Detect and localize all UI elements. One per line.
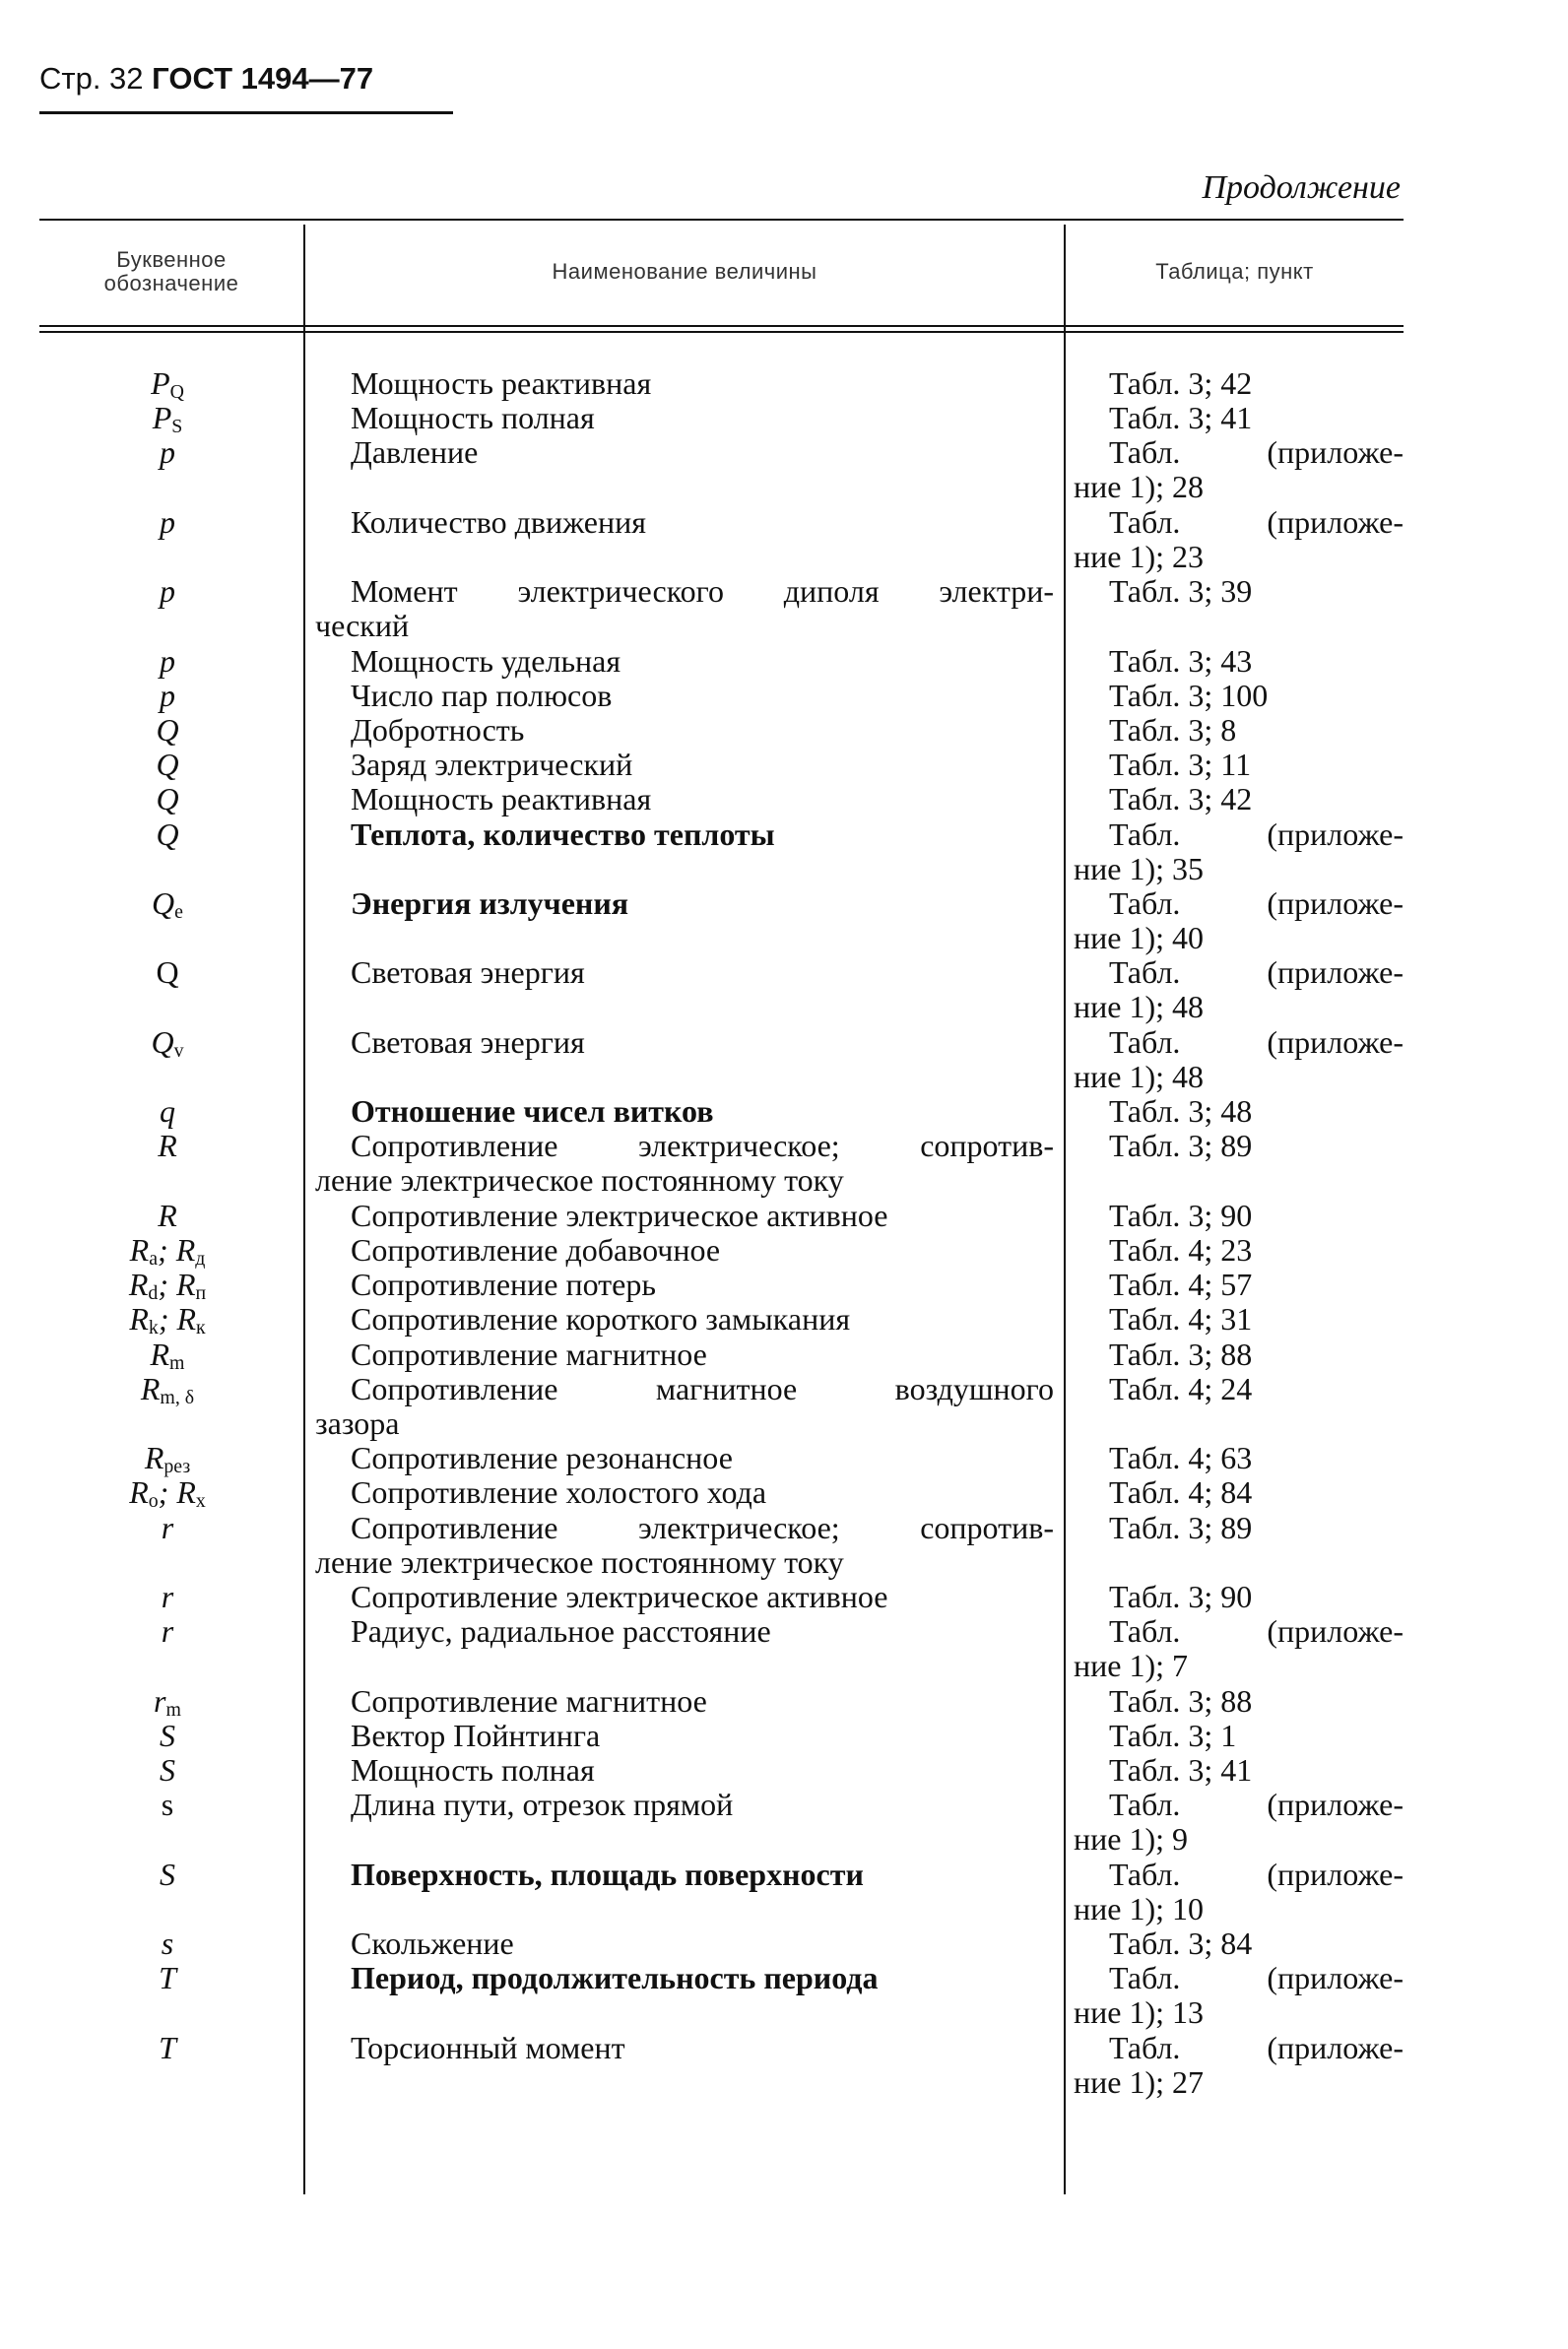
symbol-cell: s bbox=[161, 1787, 174, 1823]
table-reference-cell bbox=[1074, 401, 1404, 435]
table-reference-line: Табл. 4; 63 bbox=[1109, 1440, 1253, 1476]
symbol-cell: $Q_v$ bbox=[151, 1023, 184, 1062]
symbol-cell: $R_{рез}$ bbox=[144, 1440, 191, 1478]
quantity-name-line: Световая энергия bbox=[351, 1023, 585, 1060]
quantity-name-line: ление электрическое постоянному току bbox=[315, 1162, 844, 1199]
table-reference-line: ние 1); 7 bbox=[1074, 1648, 1188, 1684]
symbol-cell: Q bbox=[156, 816, 179, 852]
quantity-name-line: Сопротивление потерь bbox=[351, 1267, 656, 1303]
quantity-name-line: Число пар полюсов bbox=[351, 677, 613, 713]
standard-number: ГОСТ 1494—77 bbox=[152, 61, 374, 96]
symbol-cell: $R_a$; $R_д$ bbox=[129, 1232, 206, 1270]
table-reference-cell bbox=[1074, 1129, 1404, 1163]
column-header-ref: Таблица; пункт bbox=[1155, 259, 1314, 284]
table-top-rule bbox=[39, 219, 1404, 221]
symbol-cell: $R_k$; $R_к$ bbox=[129, 1301, 206, 1339]
symbol-cell: S bbox=[160, 1752, 175, 1788]
quantity-name-cell bbox=[315, 886, 1054, 921]
table-reference-cell bbox=[1074, 366, 1404, 401]
table-reference-cell bbox=[1074, 1475, 1404, 1510]
quantity-name-line: Сопротивление электрическое; сопротив- bbox=[351, 1509, 1054, 1545]
column-header-symbol-line2: обозначение bbox=[103, 271, 239, 295]
table-reference-line: ние 1); 27 bbox=[1074, 2063, 1204, 2100]
table-reference-line: ние 1); 23 bbox=[1074, 538, 1204, 574]
quantity-name-cell bbox=[315, 401, 1054, 435]
table-reference-line: ние 1); 13 bbox=[1074, 1994, 1204, 2031]
table-reference-line: Табл. 3; 48 bbox=[1109, 1093, 1253, 1130]
table-reference-line: ние 1); 35 bbox=[1074, 850, 1204, 886]
quantity-name-line: Сопротивление короткого замыкания bbox=[351, 1301, 851, 1338]
table-reference-line: Табл. 3; 1 bbox=[1109, 1717, 1237, 1753]
table-reference-line: Табл. 3; 84 bbox=[1109, 1925, 1253, 1961]
table-reference-line: ние 1); 28 bbox=[1074, 469, 1204, 505]
table-reference-line: Табл. 3; 41 bbox=[1109, 400, 1253, 436]
quantity-name-cell bbox=[315, 817, 1054, 852]
table-reference-cell bbox=[1074, 748, 1404, 782]
symbol-cell: p bbox=[160, 503, 175, 540]
quantity-name-cell bbox=[315, 1961, 1054, 1995]
quantity-name-line: Отношение чисел витков bbox=[351, 1093, 714, 1130]
table-reference-line: Табл. 3; 8 bbox=[1109, 712, 1237, 748]
table-reference-cell bbox=[1074, 1684, 1404, 1719]
table-reference-line: Табл. 3; 41 bbox=[1109, 1752, 1253, 1788]
quantity-name-cell bbox=[315, 435, 1054, 470]
quantity-name-line: Световая энергия bbox=[351, 954, 585, 991]
table-reference-cell bbox=[1074, 1926, 1404, 1961]
header-bottom-rule-1 bbox=[39, 325, 1404, 327]
quantity-name-line: Торсионный момент bbox=[351, 2029, 625, 2065]
table-reference-line: Табл. 4; 24 bbox=[1109, 1370, 1253, 1406]
table-reference-cell bbox=[1074, 1025, 1404, 1094]
table-reference-cell bbox=[1074, 782, 1404, 816]
quantity-name-cell bbox=[315, 679, 1054, 713]
symbol-cell: $R_{m, \delta}$ bbox=[140, 1370, 195, 1408]
quantity-name-line: Мощность полная bbox=[351, 1752, 595, 1788]
table-reference-line: Табл. (приложе- bbox=[1109, 1856, 1404, 1892]
quantity-name-line: Мощность реактивная bbox=[351, 781, 652, 817]
table-reference-cell bbox=[1074, 1094, 1404, 1129]
quantity-name-cell bbox=[315, 1233, 1054, 1268]
quantity-name-line: ление электрическое постоянному току bbox=[315, 1543, 844, 1580]
table-reference-line: Табл. 4; 57 bbox=[1109, 1267, 1253, 1303]
table-reference-line: Табл. 3; 42 bbox=[1109, 365, 1253, 401]
quantity-name-cell bbox=[315, 1788, 1054, 1822]
quantity-name-cell bbox=[315, 1129, 1054, 1198]
table-reference-cell bbox=[1074, 2031, 1404, 2100]
symbol-cell: $r_m$ bbox=[154, 1682, 181, 1721]
symbol-cell: T bbox=[159, 2029, 176, 2065]
table-reference-line: Табл. (приложе- bbox=[1109, 1960, 1404, 1996]
quantity-name-line: Сопротивление добавочное bbox=[351, 1232, 721, 1268]
quantity-name-line: зазора bbox=[315, 1404, 400, 1441]
quantity-name-line: Поверхность, площадь поверхности bbox=[351, 1856, 864, 1892]
quantity-name-cell bbox=[315, 1719, 1054, 1753]
table-reference-line: Табл. 3; 42 bbox=[1109, 781, 1253, 817]
symbol-cell: Q bbox=[156, 954, 179, 991]
column-divider-2 bbox=[1064, 225, 1066, 2194]
symbol-cell: Q bbox=[156, 781, 179, 817]
table-reference-line: Табл. 3; 88 bbox=[1109, 1336, 1253, 1372]
symbol-cell: q bbox=[160, 1093, 175, 1130]
table-reference-cell bbox=[1074, 713, 1404, 748]
quantity-name-cell bbox=[315, 748, 1054, 782]
table-reference-line: Табл. (приложе- bbox=[1109, 1613, 1404, 1650]
quantity-name-line: Количество движения bbox=[351, 503, 646, 540]
table-reference-line: ние 1); 48 bbox=[1074, 1058, 1204, 1094]
quantity-name-line: Энергия излучения bbox=[351, 885, 629, 921]
table-reference-line: Табл. (приложе- bbox=[1109, 1023, 1404, 1060]
symbol-cell: p bbox=[160, 677, 175, 713]
quantity-name-line: Заряд электрический bbox=[351, 747, 633, 783]
quantity-name-cell bbox=[315, 1268, 1054, 1302]
table-reference-line: Табл. 3; 88 bbox=[1109, 1682, 1253, 1719]
quantity-name-cell bbox=[315, 1753, 1054, 1788]
table-reference-line: Табл. 3; 89 bbox=[1109, 1509, 1253, 1545]
table-reference-line: Табл. 3; 90 bbox=[1109, 1579, 1253, 1614]
quantity-name-cell bbox=[315, 1199, 1054, 1233]
quantity-name-cell bbox=[315, 505, 1054, 540]
table-reference-line: ние 1); 9 bbox=[1074, 1821, 1188, 1858]
quantity-name-cell bbox=[315, 1475, 1054, 1510]
table-reference-cell bbox=[1074, 1441, 1404, 1475]
table-reference-cell bbox=[1074, 1338, 1404, 1372]
symbol-cell: $P_Q$ bbox=[151, 365, 184, 403]
symbol-cell: r bbox=[161, 1509, 174, 1545]
quantity-name-line: Сопротивление магнитное bbox=[351, 1336, 707, 1372]
quantity-name-line: Период, продолжительность периода bbox=[351, 1960, 879, 1996]
table-reference-cell bbox=[1074, 1302, 1404, 1337]
symbol-cell: S bbox=[160, 1717, 175, 1753]
quantity-name-cell bbox=[315, 1338, 1054, 1372]
table-reference-line: Табл. 4; 23 bbox=[1109, 1232, 1253, 1268]
column-header-symbol-line1: Буквенное bbox=[116, 247, 227, 272]
symbol-cell: p bbox=[160, 434, 175, 471]
symbol-cell: p bbox=[160, 642, 175, 679]
quantity-name-cell bbox=[315, 1094, 1054, 1129]
table-reference-cell bbox=[1074, 1858, 1404, 1926]
table-reference-line: ние 1); 40 bbox=[1074, 920, 1204, 955]
quantity-name-cell bbox=[315, 782, 1054, 816]
table-reference-cell bbox=[1074, 574, 1404, 609]
table-reference-line: Табл. (приложе- bbox=[1109, 2029, 1404, 2065]
page-header bbox=[39, 61, 373, 97]
table-reference-line: Табл. 3; 100 bbox=[1109, 677, 1269, 713]
table-reference-cell bbox=[1074, 644, 1404, 679]
symbol-cell: r bbox=[161, 1579, 174, 1614]
table-reference-line: Табл. 4; 31 bbox=[1109, 1301, 1253, 1338]
quantity-name-cell bbox=[315, 574, 1054, 643]
quantity-name-cell bbox=[315, 1441, 1054, 1475]
symbol-cell: R bbox=[158, 1128, 177, 1164]
quantity-name-cell bbox=[315, 713, 1054, 748]
table-reference-cell bbox=[1074, 1511, 1404, 1545]
table-reference-cell bbox=[1074, 1961, 1404, 2030]
symbol-cell: $R_m$ bbox=[150, 1336, 185, 1374]
table-reference-line: Табл. (приложе- bbox=[1109, 885, 1404, 921]
table-reference-line: Табл. 4; 84 bbox=[1109, 1474, 1253, 1511]
quantity-name-cell bbox=[315, 1302, 1054, 1337]
header-rule bbox=[39, 111, 453, 114]
continuation-label: Продолжение bbox=[1202, 169, 1401, 206]
table-reference-cell bbox=[1074, 435, 1404, 504]
symbol-cell: r bbox=[161, 1613, 174, 1650]
table-reference-line: Табл. 3; 11 bbox=[1109, 747, 1252, 783]
symbol-cell: $P_S$ bbox=[152, 400, 183, 438]
table-reference-line: Табл. (приложе- bbox=[1109, 434, 1404, 471]
table-reference-line: Табл. (приложе- bbox=[1109, 503, 1404, 540]
table-reference-line: Табл. 3; 43 bbox=[1109, 642, 1253, 679]
symbol-cell: s bbox=[161, 1925, 174, 1961]
table-reference-line: Табл. 3; 39 bbox=[1109, 573, 1253, 610]
table-reference-cell bbox=[1074, 1233, 1404, 1268]
symbol-cell: Q bbox=[156, 747, 179, 783]
quantity-name-line: Сопротивление магнитное воздушного bbox=[351, 1370, 1054, 1406]
quantity-name-line: Сопротивление электрическое активное bbox=[351, 1579, 888, 1614]
table-reference-cell bbox=[1074, 817, 1404, 886]
quantity-name-line: Сопротивление электрическое; сопротив- bbox=[351, 1128, 1054, 1164]
quantity-name-line: Мощность удельная bbox=[351, 642, 621, 679]
quantity-name-cell bbox=[315, 1684, 1054, 1719]
symbol-cell: p bbox=[160, 573, 175, 610]
quantity-name-cell bbox=[315, 366, 1054, 401]
quantity-name-cell bbox=[315, 2031, 1054, 2065]
quantity-name-line: Длина пути, отрезок прямой bbox=[351, 1787, 734, 1823]
quantity-name-cell bbox=[315, 1926, 1054, 1961]
symbol-cell: S bbox=[160, 1856, 175, 1892]
table-reference-line: Табл. (приложе- bbox=[1109, 954, 1404, 991]
table-reference-cell bbox=[1074, 955, 1404, 1024]
column-divider-1 bbox=[303, 225, 305, 2194]
quantity-name-cell bbox=[315, 1580, 1054, 1614]
quantity-name-line: Добротность bbox=[351, 712, 525, 748]
symbol-cell: R bbox=[158, 1197, 177, 1233]
table-reference-cell bbox=[1074, 1614, 1404, 1683]
quantity-name-line: Мощность реактивная bbox=[351, 365, 652, 401]
header-bottom-rule-2 bbox=[39, 331, 1404, 333]
quantity-name-line: Сопротивление холостого хода bbox=[351, 1474, 767, 1511]
symbol-cell: $R_d$; $R_п$ bbox=[128, 1267, 207, 1305]
table-reference-line: Табл. 3; 90 bbox=[1109, 1197, 1253, 1233]
quantity-name-line: Сопротивление электрическое активное bbox=[351, 1197, 888, 1233]
table-reference-cell bbox=[1074, 1372, 1404, 1406]
quantity-name-cell bbox=[315, 1511, 1054, 1580]
table-reference-cell bbox=[1074, 1788, 1404, 1857]
table-reference-cell bbox=[1074, 886, 1404, 955]
table-reference-line: Табл. 3; 89 bbox=[1109, 1128, 1253, 1164]
quantity-name-line: Давление bbox=[351, 434, 479, 471]
table-reference-line: Табл. (приложе- bbox=[1109, 816, 1404, 852]
quantity-name-line: Сопротивление резонансное bbox=[351, 1440, 733, 1476]
quantity-name-line: Скольжение bbox=[351, 1925, 514, 1961]
quantity-name-cell bbox=[315, 1025, 1054, 1060]
table-reference-cell bbox=[1074, 679, 1404, 713]
quantity-name-line: Вектор Пойнтинга bbox=[351, 1717, 601, 1753]
column-header-symbol bbox=[39, 248, 303, 295]
quantity-name-line: Момент электрического диполя электри- bbox=[351, 573, 1054, 610]
quantity-name-cell bbox=[315, 1372, 1054, 1441]
table-reference-cell bbox=[1074, 505, 1404, 574]
quantity-name-line: ческий bbox=[315, 608, 410, 644]
quantity-name-line: Радиус, радиальное расстояние bbox=[351, 1613, 771, 1650]
table-reference-line: Табл. (приложе- bbox=[1109, 1787, 1404, 1823]
quantity-name-cell bbox=[315, 955, 1054, 990]
table-reference-line: ние 1); 48 bbox=[1074, 989, 1204, 1025]
quantity-name-cell bbox=[315, 1858, 1054, 1892]
quantity-name-line: Мощность полная bbox=[351, 400, 595, 436]
quantity-name-cell bbox=[315, 644, 1054, 679]
table-reference-cell bbox=[1074, 1268, 1404, 1302]
table-reference-cell bbox=[1074, 1580, 1404, 1614]
quantity-name-cell bbox=[315, 1614, 1054, 1649]
symbol-cell: Q bbox=[156, 712, 179, 748]
quantity-name-line: Теплота, количество теплоты bbox=[351, 816, 775, 852]
table-reference-cell bbox=[1074, 1719, 1404, 1753]
table-reference-cell bbox=[1074, 1753, 1404, 1788]
table-reference-cell bbox=[1074, 1199, 1404, 1233]
symbol-cell: T bbox=[159, 1960, 176, 1996]
table-reference-line: ние 1); 10 bbox=[1074, 1890, 1204, 1926]
symbol-cell: $Q_e$ bbox=[152, 885, 183, 923]
quantity-name-line: Сопротивление магнитное bbox=[351, 1682, 707, 1719]
page-number: Стр. 32 bbox=[39, 61, 144, 96]
symbol-cell: $R_o$; $R_x$ bbox=[129, 1474, 206, 1513]
column-header-name: Наименование величины bbox=[552, 259, 817, 284]
